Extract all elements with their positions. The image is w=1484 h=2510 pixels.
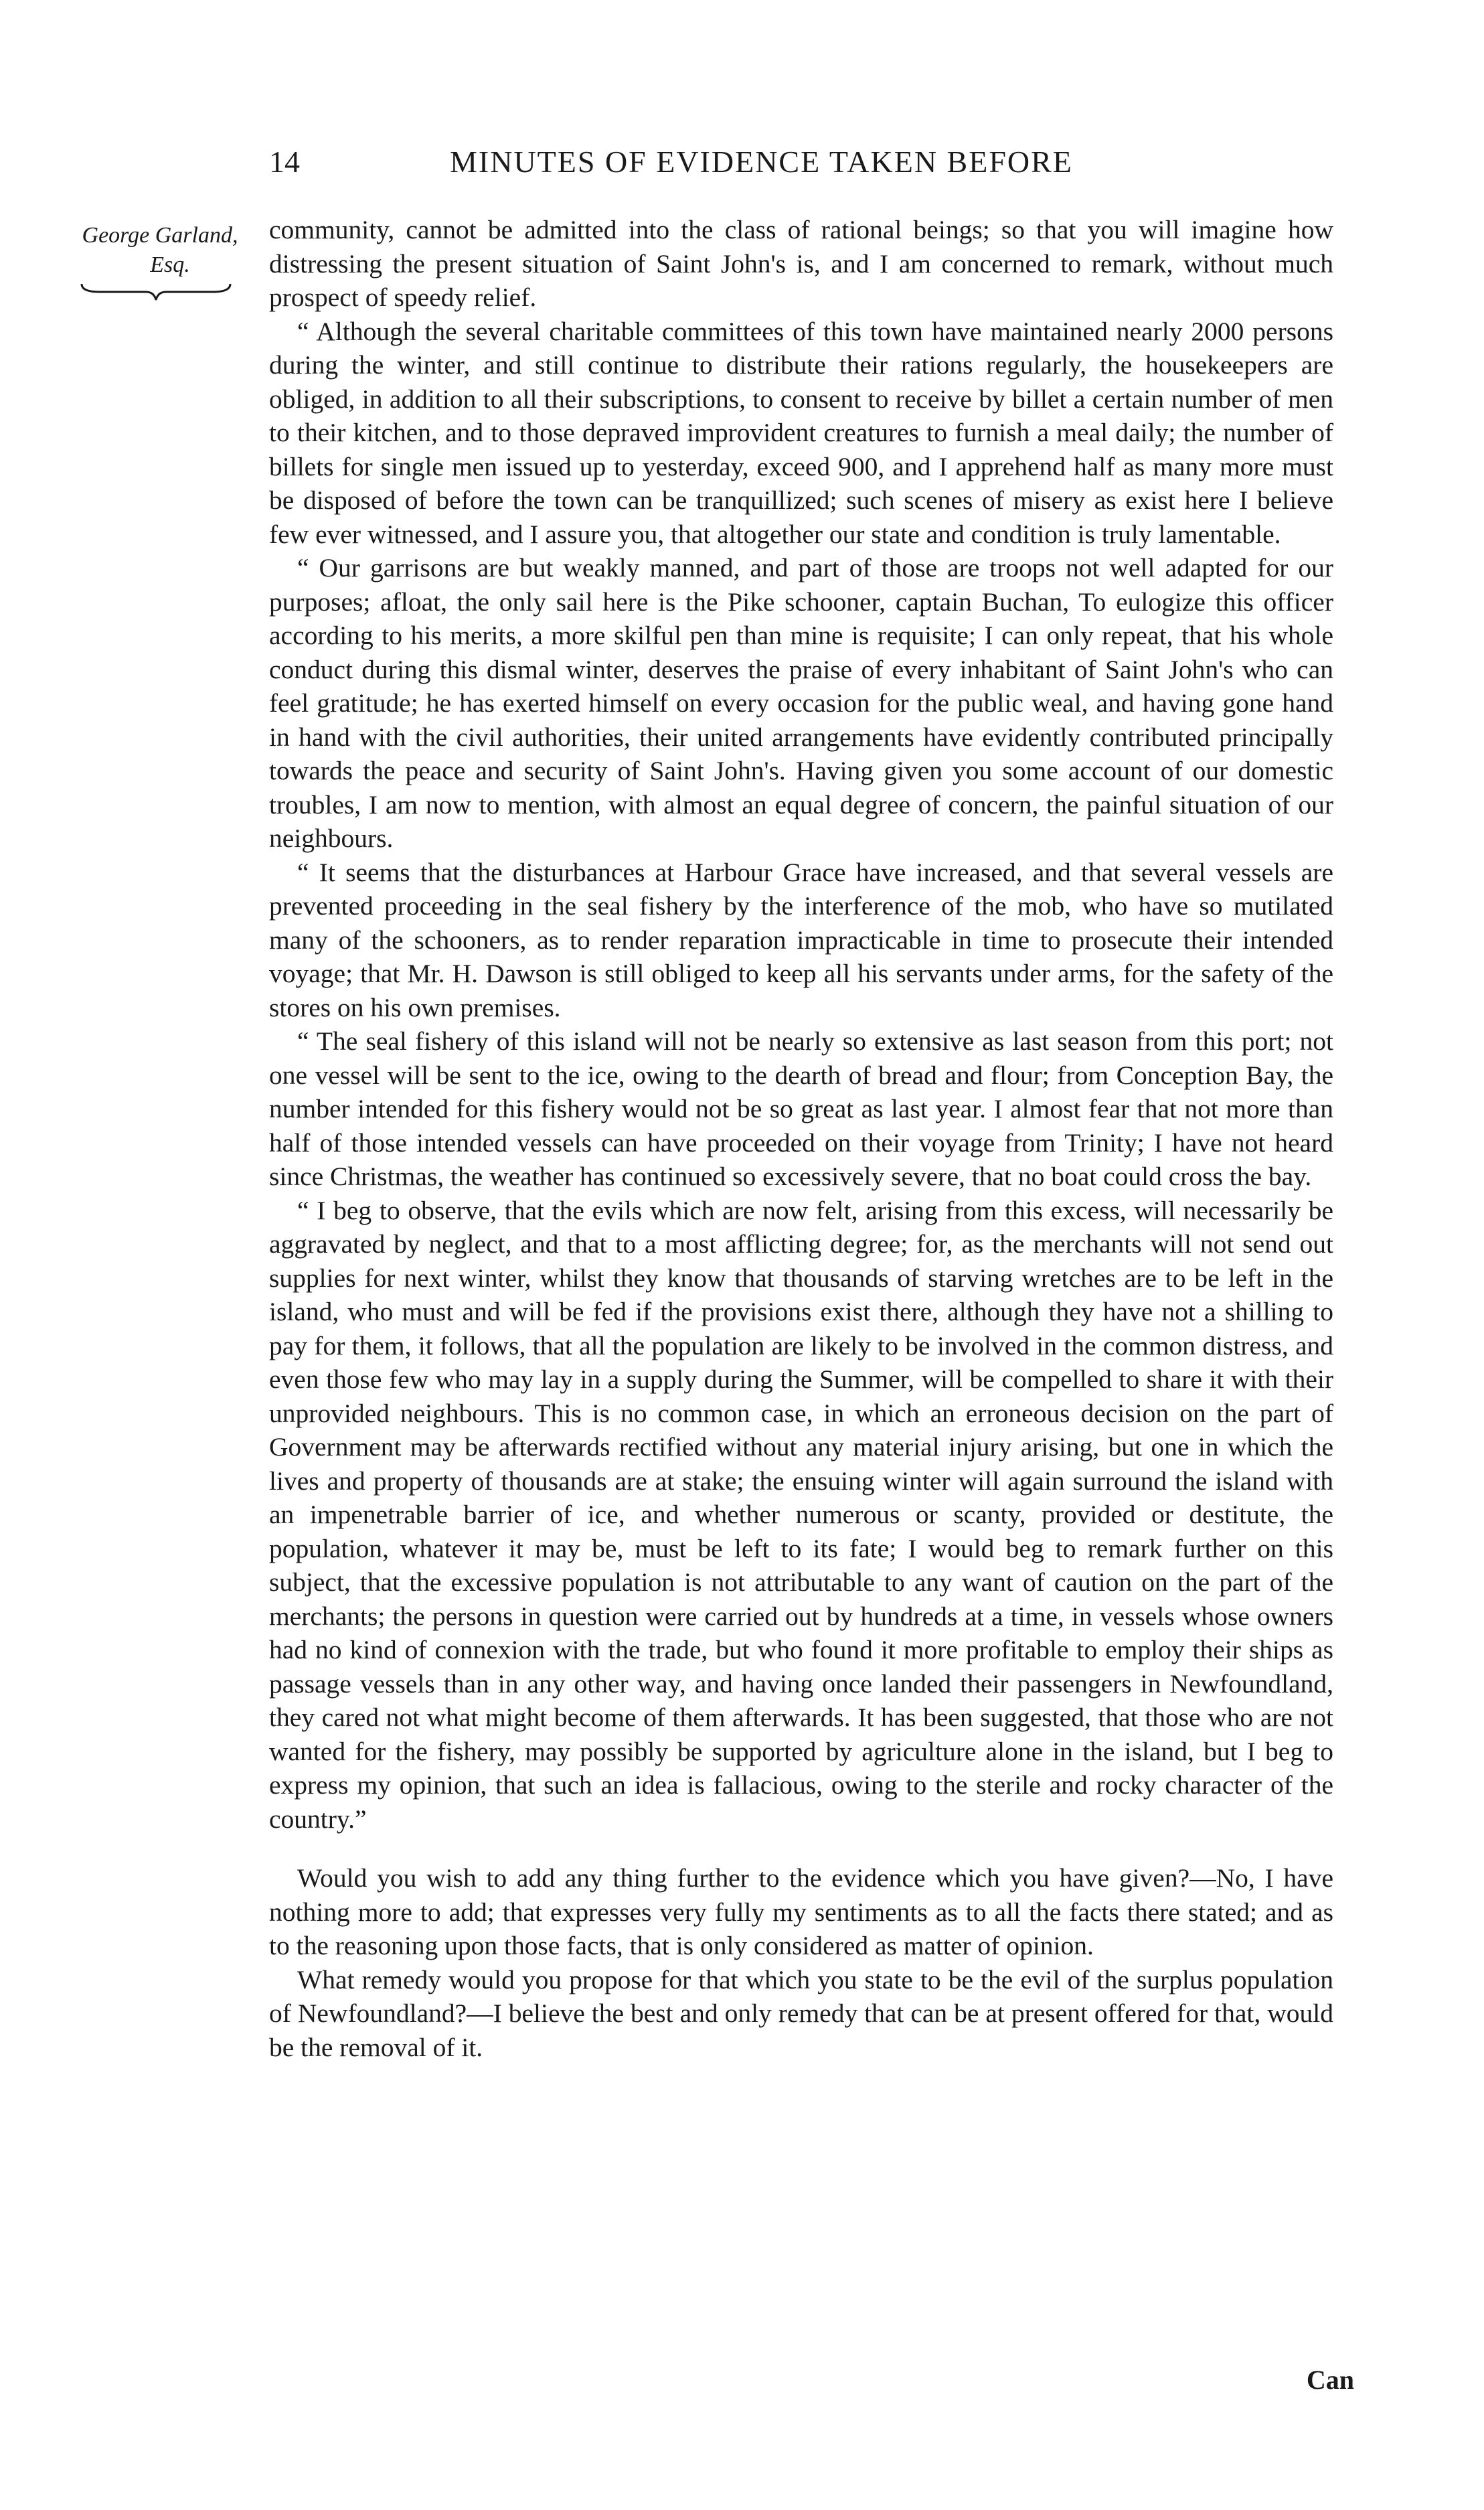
page-number: 14 [269, 145, 300, 179]
brace-icon [79, 281, 233, 301]
paragraph-continuation: community, cannot be admitted into the class of rational beings; so that you will imagine how distressing the present situation of Saint John's is, and I am concerned to remark, without much prospect of speedy relief. [269, 215, 1333, 312]
body-text [269, 213, 1333, 2064]
paragraph-quote: “ Although the several charitable committees of this town have maintained nearly 2000 persons during the winter, and still continue to distribute their rations regularly, the housekeepers are obliged, in addition to all their subscriptions, to consent to receive by billet a certain number of men to their kitchen, and to those depraved improvident creatures to furnish a meal daily; the number of billets for single men issued up to yesterday, exceed 900, and I apprehend half as many more must be disposed of before the town can be tranquillized; such scenes of misery as exist here I believe few ever witnessed, and I assure you, that altogether our state and condition is truly lamentable. [269, 316, 1333, 549]
question-answer: What remedy would you propose for that which you state to be the evil of the surplus population of Newfoundland?—I believe the best and only remedy that can be at present offered for that, would be the removal of it. [269, 1964, 1333, 2062]
witness-title: Esq. [150, 252, 190, 277]
catchword: Can [1306, 2365, 1354, 2395]
paragraph-quote: “ It seems that the disturbances at Harbour Grace have increased, and that several vessels are prevented proceeding in the seal fishery by the interference of the mob, who have so mutilated many of the schooners, as to render reparation impracticable in time to prosecute their intended voyage; that Mr. H. Dawson is still obliged to keep all his servants under arms, for the safety of the stores on his own premises. [269, 857, 1333, 1022]
paragraph-quote: “ Our garrisons are but weakly manned, and part of those are troops not well adapted for our purposes; afloat, the only sail here is the Pike schooner, captain Buchan, To eulogize this officer according to his merits, a more skilful pen than mine is requisite; I can only repeat, that his whole conduct during this dismal winter, deserves the praise of every inhabitant of Saint John's who can feel gratitude; he has exerted himself on every occasion for the public weal, and having gone hand in hand with the civil authorities, their united arrangements have evidently contributed principally towards the peace and security of Saint John's. Having given you some account of our domestic troubles, I am now to mention, with almost an equal degree of concern, the painful situation of our neighbours. [269, 553, 1333, 853]
witness-name: George Garland, [82, 223, 238, 248]
witness-sidenote [70, 221, 250, 301]
question-answer: Would you wish to add any thing further to the evidence which you have given?—No, I have nothing more to add; that expresses very fully my sentiments as to all the facts there stated; and as to the reasoning upon those facts, that is only considered as matter of opinion. [269, 1863, 1333, 1960]
paragraph-quote: “ The seal fishery of this island will not be nearly so extensive as last season from this port; not one vessel will be sent to the ice, owing to the dearth of bread and flour; from Conception Bay, the number intended for this fishery would not be so great as last year. I almost fear that not more than half of those intended vessels can have proceeded on their voyage from Trinity; I have not heard since Christmas, the weather has continued so excessively severe, that no boat could cross the bay. [269, 1026, 1333, 1191]
paragraph-quote: “ I beg to observe, that the evils which are now felt, arising from this excess, will necessarily be aggravated by neglect, and that to a most afflicting degree; for, as the merchants will not send out supplies for next winter, whilst they know that thousands of starving wretches are to be left in the island, who must and will be fed if the provisions exist there, although they have not a shilling to pay for them, it follows, that all the population are likely to be involved in the common distress, and even those few who may lay in a supply during the Summer, will be compelled to share it with their unprovided neighbours. This is no common case, in which an erroneous decision on the part of Government may be afterwards rectified without any material injury arising, but one in which the lives and property of thousands are at stake; the ensuing winter will again surround the island with an impenetrable barrier of ice, and whether numerous or scanty, provided or destitute, the population, whatever it may be, must be left to its fate; I would beg to remark further on this subject, that the excessive population is not attributable to any want of caution on the part of the merchants; the persons in question were carried out by hundreds at a time, in vessels whose owners had no kind of connexion with the trade, but who found it more profitable to employ their ships as passage vessels than in any other way, and having once landed their passengers in Newfoundland, they cared not what might become of them afterwards. It has been suggested, that those who are not wanted for the fishery, may possibly be supported by agriculture alone in the island, but I beg to express my opinion, that such an idea is fallacious, owing to the sterile and rocky character of the country.” [269, 1195, 1333, 1834]
running-title: MINUTES OF EVIDENCE TAKEN BEFORE [450, 145, 1073, 179]
